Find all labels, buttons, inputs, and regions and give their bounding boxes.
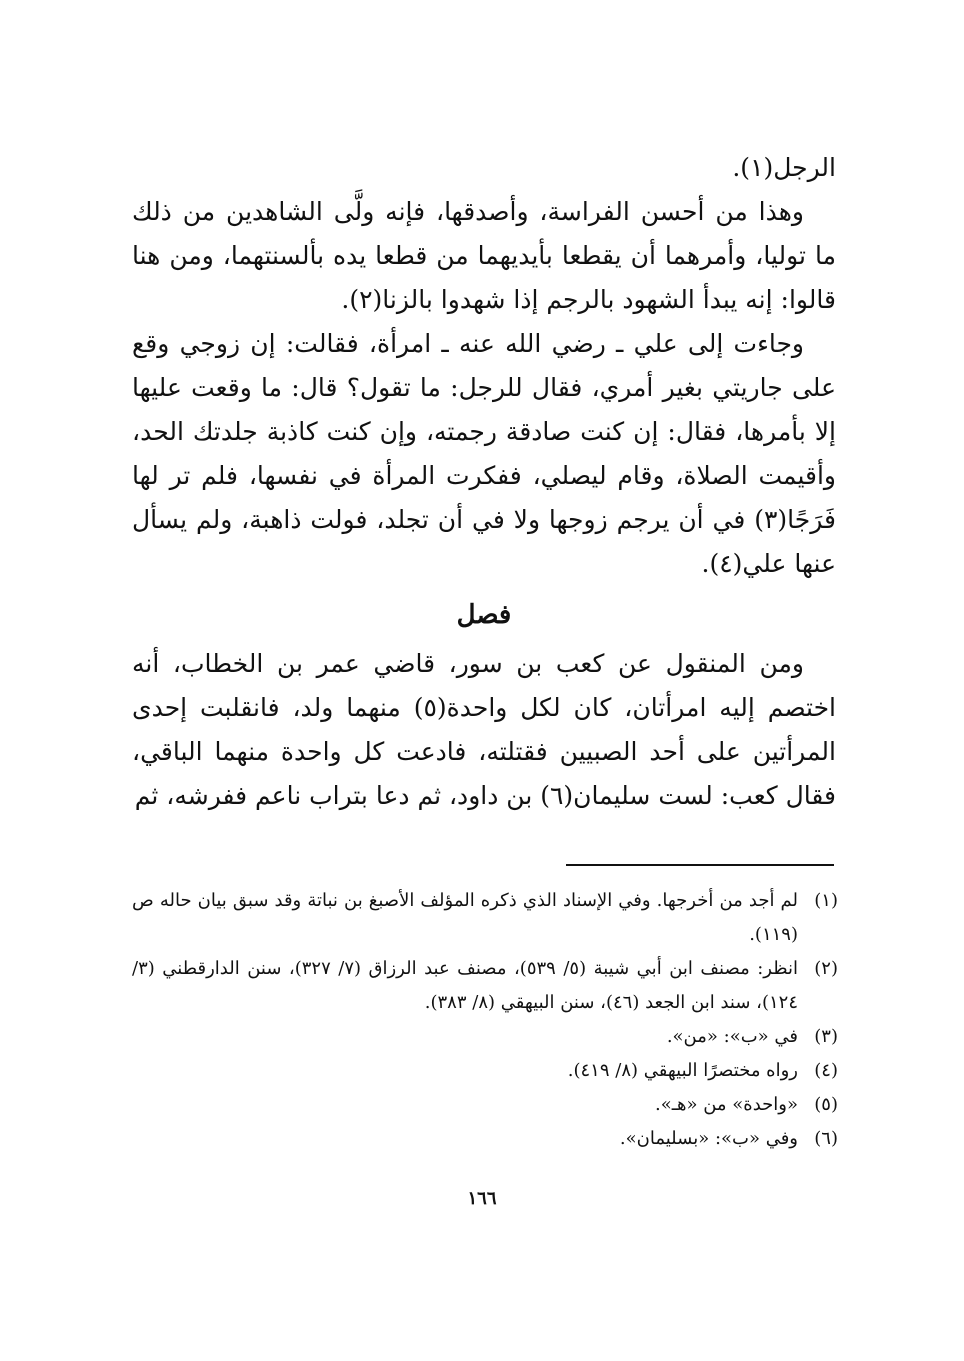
- main-text-block: [132, 146, 836, 818]
- paragraph-ali-story: وجاءت إلى علي ـ رضي الله عنه ـ امرأة، فقالت: إن زوجي وقع على جاريتي بغير أمري، فقال للرجل: ما تقول؟ قال: ما وقعت عليها إلا بأمرها، فقال: إن كنت صادقة رجمته، وإن كنت كاذبة جلدتك الحد، وأقيمت الصلاة، وقام ليصلي، ففكرت المرأة في نفسها، فلم تر لها فَرَجًا(٣) في أن يرجم زوجها ولا في أن تجلد، فولت ذاهبة، ولم يسأل عنها علي(٤).: [132, 329, 836, 578]
- footnote-number: (٥): [814, 1094, 838, 1115]
- footnote-text: انظر: مصنف ابن أبي شيبة (٥/ ٥٣٩)، مصنف عبد الرزاق (٧/ ٣٢٧)، سنن الدارقطني (٣/ ١٢٤)، سند ابن الجعد (٤٦)، سنن البيهقي (٨/ ٣٨٣).: [132, 958, 798, 1013]
- footnote-number: (٦): [814, 1128, 838, 1149]
- page-number: ١٦٦: [467, 1188, 497, 1209]
- section-heading: فصل: [456, 600, 512, 630]
- footnote-text: «واحدة» من «هـ».: [654, 1094, 798, 1115]
- footnote-item: [132, 884, 838, 952]
- footnote-text: في «ب»: «من».: [666, 1026, 798, 1047]
- footnotes-block: [132, 884, 838, 1156]
- paragraph-kaab-story: ومن المنقول عن كعب بن سور، قاضي عمر بن الخطاب، أنه اختصم إليه امرأتان، كان لكل واحدة(٥) منهما ولد، فانقلبت إحدى المرأتين على أحد الصبيين فقتلته، فادعت كل واحدة منهما الباقي، فقال كعب: لست سليمان(٦) بن داود، ثم دعا بتراب ناعم ففرشه، ثم: [132, 649, 836, 810]
- footnote-item: [132, 1088, 838, 1122]
- footnote-text: وفي «ب»: «بسليمان».: [619, 1128, 798, 1149]
- footnote-number: (٢): [814, 958, 838, 979]
- footnote-number: (١): [814, 890, 838, 911]
- footnote-item: [132, 1020, 838, 1054]
- paragraph-physiognomy: وهذا من أحسن الفراسة، وأصدقها، فإنه ولَّى الشاهدين من ذلك ما توليا، وأمرهما أن يقطعا بأيديهما من قطعا يده بألسنتهما، ومن هنا قالوا: إنه يبدأ الشهود بالرجم إذا شهدوا بالزنا(٢).: [132, 197, 836, 314]
- footnote-item: [132, 1122, 838, 1156]
- footnote-text: رواه مختصرًا البيهقي (٨/ ٤١٩).: [567, 1060, 798, 1081]
- footnote-item: [132, 1054, 838, 1088]
- footnote-number: (٤): [814, 1060, 838, 1081]
- footnote-item: [132, 952, 838, 1020]
- footnote-number: (٣): [814, 1026, 838, 1047]
- paragraph-continuation: الرجل(١).: [732, 153, 836, 182]
- footnote-text: لم أجد من أخرجها. وفي الإسناد الذي ذكره المؤلف الأصبغ بن نباتة وقد سبق بيان حاله ص (١١٩).: [132, 890, 798, 945]
- footnote-divider: [566, 864, 834, 866]
